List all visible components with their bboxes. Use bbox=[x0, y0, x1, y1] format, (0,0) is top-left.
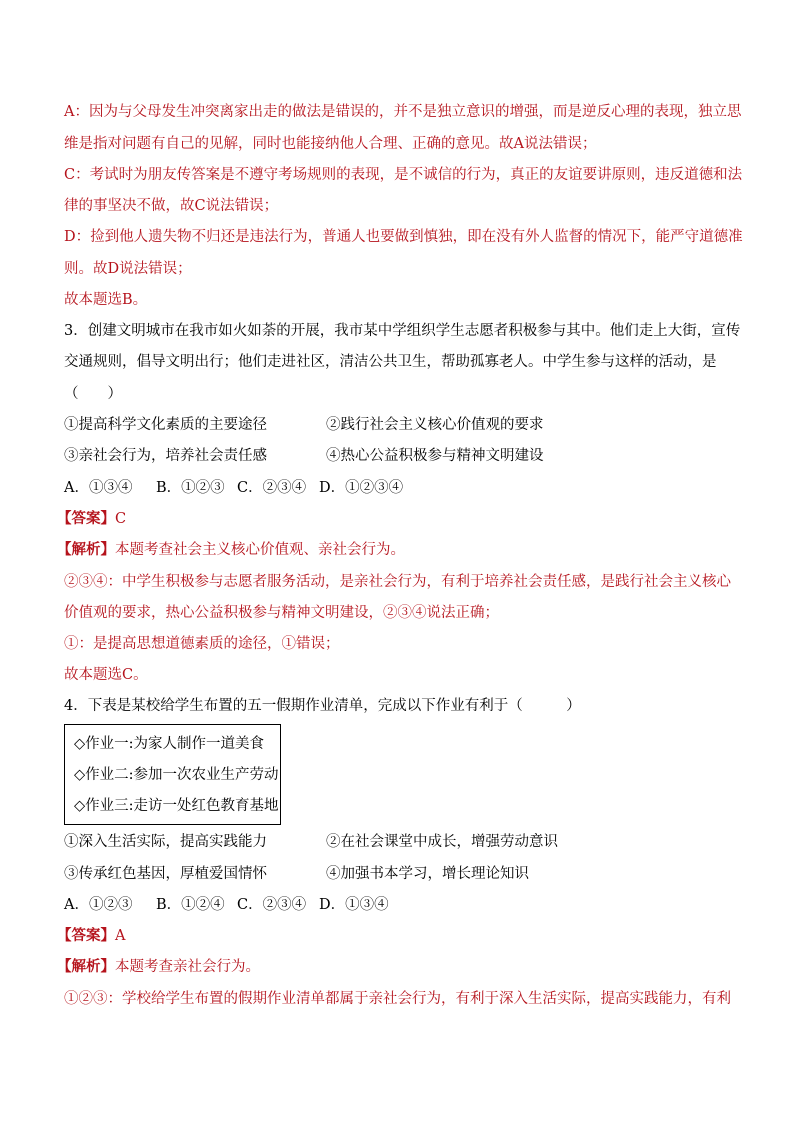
q3-stem-line1: 3．创建文明城市在我市如火如荼的开展，我市某中学组织学生志愿者积极参与其中。他们走上大街，宣传 bbox=[64, 323, 741, 339]
q4-answer bbox=[57, 927, 125, 945]
q4-explain-line1: ①②③：学校给学生布置的假期作业清单都属于亲社会行为，有利于深入生活实际，提高实践能力，有利 bbox=[64, 991, 731, 1007]
option-d-analysis-line2: 则。故D说法错误； bbox=[64, 261, 192, 277]
q3-conclusion: 故本题选C。 bbox=[64, 667, 148, 683]
q3-item-4: ④热心公益积极参与精神文明建设 bbox=[326, 448, 544, 464]
q3-explain-line2: 价值观的要求，热心公益积极参与精神文明建设，②③④说法正确； bbox=[64, 605, 499, 621]
q3-item-1: ①提高科学文化素质的主要途径 bbox=[64, 417, 267, 433]
q3-answer-value: C bbox=[115, 511, 127, 527]
q3-explain-line3: ①：是提高思想道德素质的途径，①错误； bbox=[64, 636, 340, 652]
q4-analysis-label: 【解析】 bbox=[57, 958, 115, 975]
option-a-analysis-line2: 维是指对问题有自己的见解，同时也能接纳他人合理、正确的意见。故A说法错误； bbox=[64, 136, 597, 152]
prev-conclusion: 故本题选B。 bbox=[64, 292, 148, 308]
q4-choice-d: D．①③④ bbox=[319, 897, 389, 913]
q3-analysis-text: 本题考查社会主义核心价值观、亲社会行为。 bbox=[115, 542, 405, 558]
q4-choice-a: A．①②③ bbox=[64, 897, 133, 913]
option-a-analysis-line1: A：因为与父母发生冲突离家出走的做法是错误的，并不是独立意识的增强，而是逆反心理的表现，独立思 bbox=[64, 104, 742, 120]
q3-stem-line2: 交通规则，倡导文明出行；他们走进社区，清洁公共卫生，帮助孤寡老人。中学生参与这样的活动，是 bbox=[64, 354, 717, 370]
q4-choice-c: C．②③④ bbox=[237, 897, 307, 913]
q3-choice-c: C．②③④ bbox=[237, 480, 307, 496]
q3-answer bbox=[57, 510, 126, 528]
homework-item-1: ◇作业一:为家人制作一道美食 bbox=[74, 736, 265, 752]
q3-answer-label: 【答案】 bbox=[57, 510, 115, 527]
q4-stem-line1: 4．下表是某校给学生布置的五一假期作业清单，完成以下作业有利于（ ） bbox=[64, 698, 581, 714]
q3-item-3: ③亲社会行为，培养社会责任感 bbox=[64, 448, 267, 464]
homework-list-table bbox=[64, 724, 281, 825]
option-d-analysis-line1: D：捡到他人遗失物不归还是违法行为，普通人也要做到慎独，即在没有外人监督的情况下，能严守道德准 bbox=[64, 229, 743, 245]
homework-item-3: ◇作业三:走访一处红色教育基地 bbox=[74, 798, 279, 814]
q4-item-1: ①深入生活实际，提高实践能力 bbox=[64, 834, 267, 850]
homework-item-2: ◇作业二:参加一次农业生产劳动 bbox=[74, 767, 279, 783]
q3-choice-a: A．①③④ bbox=[64, 480, 133, 496]
q4-analysis-text: 本题考查亲社会行为。 bbox=[115, 959, 260, 975]
q4-item-2: ②在社会课堂中成长，增强劳动意识 bbox=[326, 834, 558, 850]
q3-analysis bbox=[57, 541, 405, 559]
q4-item-3: ③传承红色基因，厚植爱国情怀 bbox=[64, 866, 267, 882]
q4-answer-label: 【答案】 bbox=[57, 927, 115, 944]
q3-analysis-label: 【解析】 bbox=[57, 541, 115, 558]
q4-analysis bbox=[57, 958, 260, 976]
q4-choice-b: B．①②④ bbox=[156, 897, 225, 913]
q3-explain-line1: ②③④：中学生积极参与志愿者服务活动，是亲社会行为，有利于培养社会责任感，是践行社会主义核心 bbox=[64, 574, 731, 590]
option-c-analysis-line1: C：考试时为朋友传答案是不遵守考场规则的表现，是不诚信的行为，真正的友谊要讲原则，违反道德和法 bbox=[64, 167, 743, 183]
option-c-analysis-line2: 律的事坚决不做，故C说法错误； bbox=[64, 198, 279, 214]
q4-answer-value: A bbox=[115, 928, 126, 944]
q4-item-4: ④加强书本学习，增长理论知识 bbox=[326, 866, 529, 882]
q3-choice-b: B．①②③ bbox=[156, 480, 225, 496]
q3-choice-d: D．①②③④ bbox=[319, 480, 404, 496]
q3-blank: （ ） bbox=[64, 386, 122, 402]
q3-item-2: ②践行社会主义核心价值观的要求 bbox=[326, 417, 544, 433]
